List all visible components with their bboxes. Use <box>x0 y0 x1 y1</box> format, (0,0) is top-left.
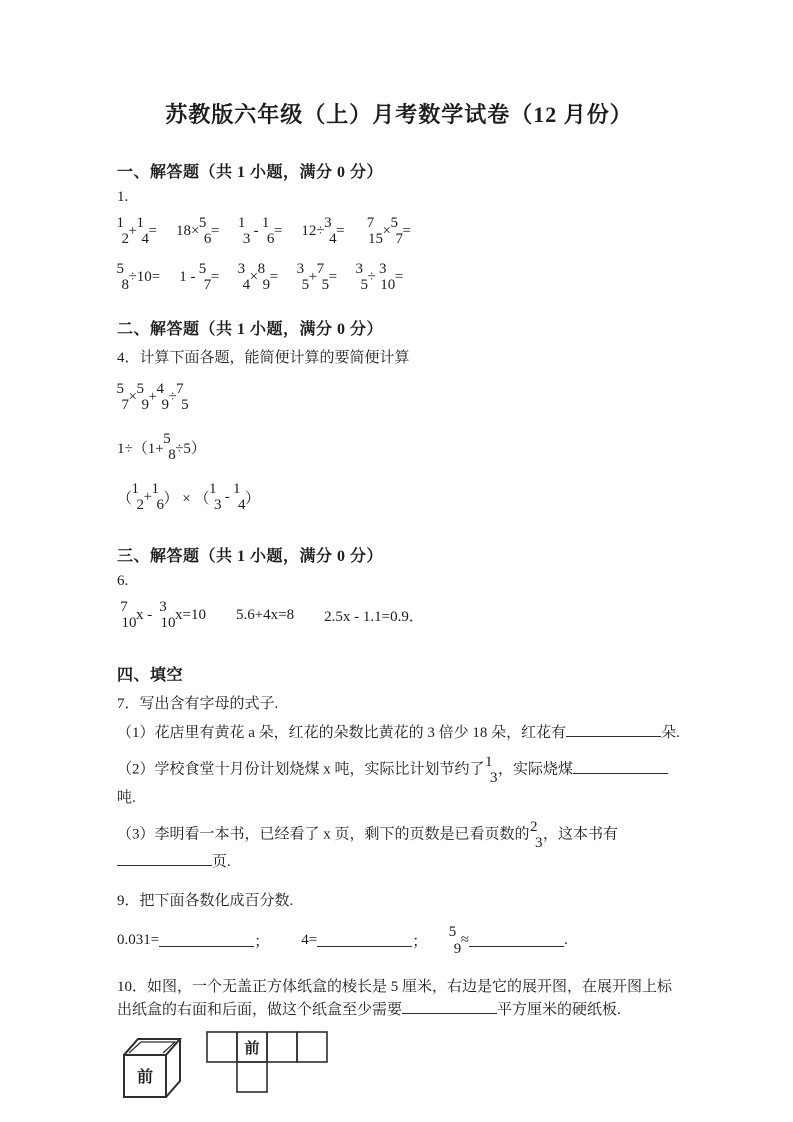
fraction: 5 7 <box>116 380 129 413</box>
math-expression: 18× 5 6 = <box>175 214 220 247</box>
answer-blank[interactable] <box>573 760 668 774</box>
fraction: 5 8 <box>116 260 129 293</box>
math-expression: 1 3 - 1 6 = <box>237 214 283 247</box>
fraction: 1 2 <box>116 214 129 247</box>
fraction: 2 3 <box>530 818 543 852</box>
math-expression: 5 7 × 5 9 + 4 9 ÷ 7 5 <box>116 380 189 413</box>
question-10-text: 10．如图，一个无盖正方体纸盒的棱长是 5 厘米，右边是它的展开图，在展开图上标出纸盒的右面和后面，做这个纸盒至少需要 平方厘米的硬纸板. <box>117 978 673 1018</box>
section-1-heading: 一、解答题（共 1 小题，满分 0 分） <box>117 164 384 181</box>
math-expression: 2.5x - 1.1=0.9． <box>324 608 424 625</box>
net-square-1 <box>207 1032 237 1062</box>
fraction: 1 3 <box>485 754 498 787</box>
math-expression: 3 5 + 7 5 = <box>296 260 338 293</box>
fraction: 3 5 <box>355 260 369 293</box>
section-4-heading: 四、填空 <box>117 667 184 684</box>
answer-blank[interactable] <box>317 933 412 947</box>
question-4-label: 4．计算下面各题，能简便计算的要简便计算 <box>117 350 410 366</box>
question-9-label: 9．把下面各数化成百分数. <box>117 892 294 909</box>
fraction: 7 5 <box>316 260 330 293</box>
question-6-label: 6. <box>117 573 129 589</box>
math-expression: 5 8 ÷10= <box>116 260 161 293</box>
fraction: 3 5 <box>296 260 310 293</box>
question-7-item-2: （2）学校食堂十月份计划烧煤 x 吨，实际比计划节约了 1 3 ，实际烧煤吨. <box>117 754 681 810</box>
math-expression: 3 4 × 8 9 = <box>237 260 279 293</box>
fraction: 1 3 <box>208 480 222 513</box>
fraction: 7 10 <box>120 598 137 631</box>
math-expression: 4= ； <box>301 932 428 950</box>
answer-blank[interactable] <box>566 723 661 737</box>
question-7-item-1: （1）花店里有黄花 a 朵，红花的朵数比黄花的 3 倍少 18 朵，红花有 朵. <box>117 725 680 741</box>
question-10-figure <box>117 1030 681 1112</box>
fraction: 1 4 <box>136 214 149 247</box>
math-expression: 1÷（1+ 5 8 ÷5） <box>117 430 206 463</box>
section-1 <box>117 159 681 298</box>
net-front-label: 前 <box>244 1041 260 1057</box>
math-expression: 1 - 5 7 = <box>179 260 220 293</box>
fraction: 7 15 <box>366 214 384 247</box>
fraction: 5 7 <box>198 260 212 293</box>
answer-blank[interactable] <box>117 852 212 866</box>
math-expression: 1 2 + 1 4 = <box>116 214 157 247</box>
net-square-bottom <box>237 1062 267 1092</box>
math-expression: 5.6+4x=8 <box>235 606 295 623</box>
calc-row-2 <box>117 256 681 298</box>
section-2 <box>117 316 681 517</box>
question-9-row <box>117 920 681 962</box>
fraction: 1 3 <box>237 214 251 247</box>
math-expression: 5 9 ≈ . <box>448 924 568 957</box>
fraction: 1 4 <box>232 480 246 513</box>
section-3-heading: 三、解答题（共 1 小题，满分 0 分） <box>117 548 384 565</box>
cube-front-label: 前 <box>136 1069 154 1086</box>
section-2-heading: 二、解答题（共 1 小题，满分 0 分） <box>117 321 384 338</box>
fraction: 1 6 <box>261 214 275 247</box>
net-square-3 <box>267 1032 297 1062</box>
fraction: 1 2 <box>131 480 145 513</box>
math-expression: 7 15 × 5 7 = <box>364 215 411 247</box>
section-4 <box>117 662 681 1112</box>
answer-blank[interactable] <box>159 933 254 947</box>
fraction: 3 10 <box>159 598 176 631</box>
net-figure <box>205 1030 333 1096</box>
fraction: 3 4 <box>237 260 251 293</box>
fraction: 5 9 <box>136 380 149 413</box>
fraction: 5 9 <box>448 924 462 957</box>
math-expression: 3 5 ÷ 3 10 = <box>355 260 404 293</box>
fraction: 3 10 <box>379 260 396 293</box>
math-expression: （ 1 2 + 1 6 ） × （ 1 3 - 1 4 ） <box>117 480 260 513</box>
net-square-4 <box>297 1032 327 1062</box>
answer-blank[interactable] <box>469 933 564 947</box>
fraction: 1 6 <box>151 480 164 513</box>
calc-row-1 <box>117 210 681 252</box>
fraction: 5 7 <box>390 214 404 247</box>
page-title: 苏教版六年级（上）月考数学试卷（12 月份） <box>165 102 633 127</box>
math-expression: 0.031= ； <box>117 932 270 950</box>
fraction: 3 4 <box>324 214 337 247</box>
fraction: 4 9 <box>156 380 169 413</box>
math-expression: 12÷ 3 4 = <box>301 214 345 247</box>
question-7-label: 7．写出含有字母的式子. <box>117 696 279 712</box>
question-7-item-3: （3）李明看一本书，已经看了 x 页，剩下的页数是已看页数的 2 3 ，这本书有页. <box>117 818 619 871</box>
answer-blank[interactable] <box>402 1000 497 1014</box>
math-expression: 7 10 x - 3 10 x=10 <box>117 599 206 631</box>
fraction: 5 6 <box>198 214 212 247</box>
section-3 <box>117 543 681 636</box>
question-1-label: 1. <box>117 189 129 205</box>
fraction: 5 8 <box>163 430 176 463</box>
fraction: 7 5 <box>176 380 189 413</box>
fraction: 8 9 <box>257 260 271 293</box>
equation-row <box>117 594 681 636</box>
cube-figure <box>117 1030 183 1112</box>
